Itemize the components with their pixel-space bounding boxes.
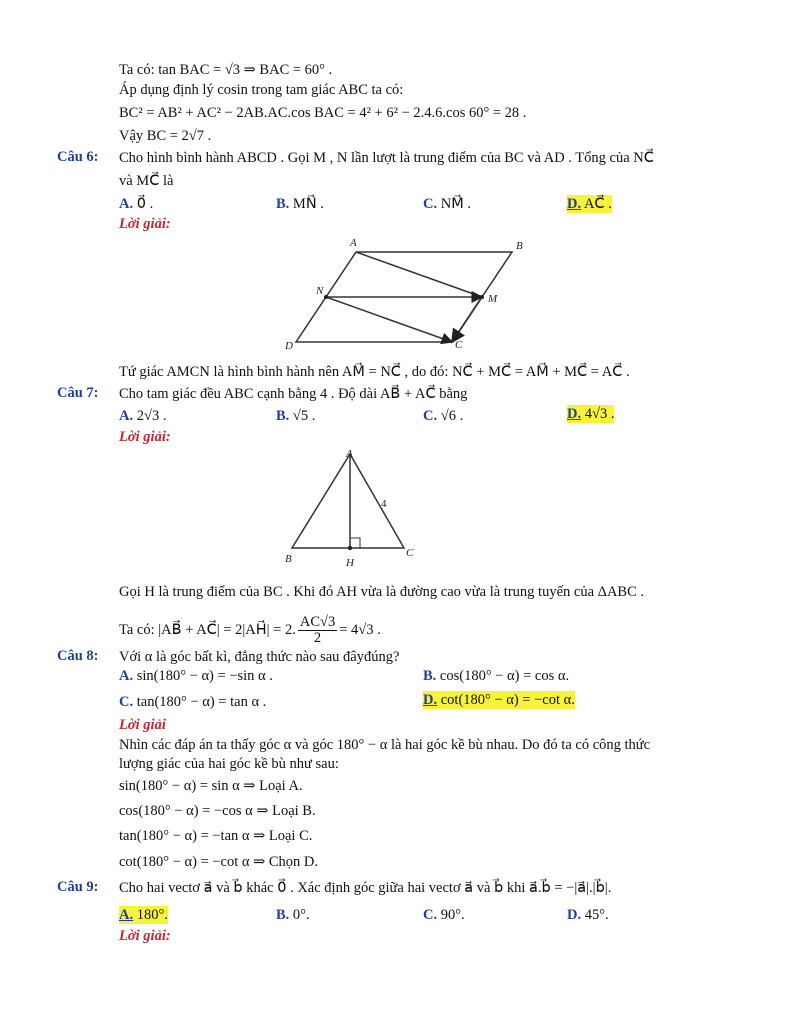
option-d-correct[interactable]	[567, 405, 614, 423]
question-6-label: Câu 6:	[57, 149, 99, 165]
fraction-denominator: 2	[313, 630, 322, 646]
option-value: 45°.	[584, 907, 609, 923]
solution-label: Lời giải:	[119, 928, 171, 944]
option-value: 90°.	[440, 907, 465, 923]
formula-line: sin(180° − α) = sin α ⇒ Loại A.	[119, 778, 303, 794]
option-key: B.	[276, 907, 290, 923]
text-line: Ta có: tan BAC = √3 ⇒ BAC = 60° .	[119, 62, 333, 78]
option-key: A.	[119, 196, 134, 212]
option-key: D.	[567, 406, 582, 422]
option-value: √5 .	[292, 408, 316, 424]
point-label-m: M	[488, 293, 498, 305]
option-c[interactable]	[423, 407, 463, 425]
formula-suffix: = 4√3 .	[339, 621, 381, 638]
option-key: A.	[119, 408, 134, 424]
option-a-correct[interactable]	[119, 906, 168, 924]
option-value: NM⃗ .	[440, 196, 471, 212]
option-a[interactable]	[119, 407, 166, 425]
formula-expression: |AB⃗ + AC⃗| = 2|AH⃗| = 2.	[158, 621, 296, 638]
option-c[interactable]	[423, 195, 471, 213]
option-key: C.	[423, 408, 438, 424]
point-label-n: N	[316, 285, 324, 297]
point-label-d: D	[285, 340, 293, 352]
option-b[interactable]	[423, 667, 569, 685]
point-label-a: A	[346, 448, 353, 460]
point-label-a: A	[350, 237, 357, 249]
question-8-label: Câu 8:	[57, 648, 99, 664]
option-b[interactable]	[276, 906, 310, 924]
solution-label: Lời giải	[119, 717, 166, 733]
option-b[interactable]	[276, 407, 315, 425]
point-label-b: B	[516, 240, 523, 252]
text-line: Áp dụng định lý cosin trong tam giác ABC ta có:	[119, 82, 404, 98]
question-9-label: Câu 9:	[57, 879, 99, 895]
solution-label: Lời giải:	[119, 429, 171, 445]
question-9-text: Cho hai vectơ a⃗ và b⃗ khác 0⃗ . Xác định góc giữa hai vectơ a⃗ và b⃗ khi a⃗.b⃗ = −|a⃗|.|b⃗|.	[119, 880, 612, 896]
option-b[interactable]	[276, 195, 324, 213]
question-6-explanation: Tứ giác AMCN là hình bình hành nên AM⃗ = NC⃗ , do đó: NC⃗ + MC⃗ = AM⃗ + MC⃗ = AC⃗ .	[119, 364, 630, 380]
question-8-explanation: Nhìn các đáp án ta thấy góc α và góc 180° − α là hai góc kề bù nhau. Do đó ta có công thức	[119, 737, 651, 753]
question-7-text: Cho tam giác đều ABC cạnh bằng 4 . Độ dài AB⃗ + AC⃗ bằng	[119, 386, 468, 402]
question-7-label: Câu 7:	[57, 385, 99, 401]
formula-line: cos(180° − α) = −cos α ⇒ Loại B.	[119, 803, 316, 819]
option-value: tan(180° − α) = tan α .	[136, 694, 267, 710]
option-value: 0⃗ .	[136, 196, 154, 212]
option-value: sin(180° − α) = −sin α .	[136, 668, 273, 684]
option-key: B.	[276, 196, 290, 212]
question-7-formula	[119, 615, 381, 646]
option-value: 180°.	[136, 907, 168, 923]
option-d-correct[interactable]	[423, 691, 575, 709]
question-7-explanation: Gọi H là trung điểm của BC . Khi đó AH vừa là đường cao vừa là trung tuyến của ΔABC .	[119, 584, 645, 600]
option-d-correct[interactable]	[567, 195, 612, 213]
option-key: D.	[567, 907, 582, 923]
question-8-text: Với α là góc bất kì, đẳng thức nào sau đâyđúng?	[119, 649, 400, 665]
option-c[interactable]	[119, 693, 266, 711]
option-value: AC⃗ .	[583, 196, 612, 212]
formula-line: BC² = AB² + AC² − 2AB.AC.cos BAC = 4² + 6² − 2.4.6.cos 60° = 28 .	[119, 105, 527, 121]
formula-line: tan(180° − α) = −tan α ⇒ Loại C.	[119, 828, 313, 844]
triangle-figure	[282, 446, 422, 570]
point-label-c: C	[455, 339, 463, 351]
option-value: √6 .	[440, 408, 464, 424]
parallelogram-figure	[282, 232, 532, 352]
point-label-b: B	[285, 553, 292, 565]
option-value: cos(180° − α) = cos α.	[439, 668, 570, 684]
option-value: 4√3 .	[584, 406, 615, 422]
question-8-explanation-cont: lượng giác của hai góc kề bù như sau:	[119, 756, 339, 772]
option-key: D.	[423, 692, 438, 708]
option-d[interactable]	[567, 906, 609, 924]
option-key: C.	[423, 907, 438, 923]
option-key: B.	[423, 668, 437, 684]
option-key: C.	[423, 196, 438, 212]
option-c[interactable]	[423, 906, 465, 924]
question-6-text: Cho hình bình hành ABCD . Gọi M , N lần lượt là trung điểm của BC và AD . Tổng của NC⃗	[119, 150, 654, 166]
side-length-label: 4	[381, 498, 387, 510]
option-key: A.	[119, 907, 134, 923]
option-key: A.	[119, 668, 134, 684]
option-a[interactable]	[119, 195, 153, 213]
option-value: MN⃗ .	[292, 196, 324, 212]
solution-label: Lời giải:	[119, 216, 171, 232]
formula-line: cot(180° − α) = −cot α ⇒ Chọn D.	[119, 854, 319, 870]
fraction-numerator: AC√3	[299, 614, 336, 630]
option-value: cot(180° − α) = −cot α.	[440, 692, 575, 708]
point-label-c: C	[406, 547, 414, 559]
formula-prefix: Ta có:	[119, 621, 159, 638]
option-value: 0°.	[292, 907, 310, 923]
option-value: 2√3 .	[136, 408, 167, 424]
option-key: D.	[567, 196, 582, 212]
point-label-h: H	[346, 557, 354, 569]
fraction	[298, 615, 337, 646]
option-key: B.	[276, 408, 290, 424]
question-6-text-cont: và MC⃗ là	[119, 173, 174, 189]
option-key: C.	[119, 694, 134, 710]
option-a[interactable]	[119, 667, 273, 685]
text-line: Vậy BC = 2√7 .	[119, 128, 212, 144]
